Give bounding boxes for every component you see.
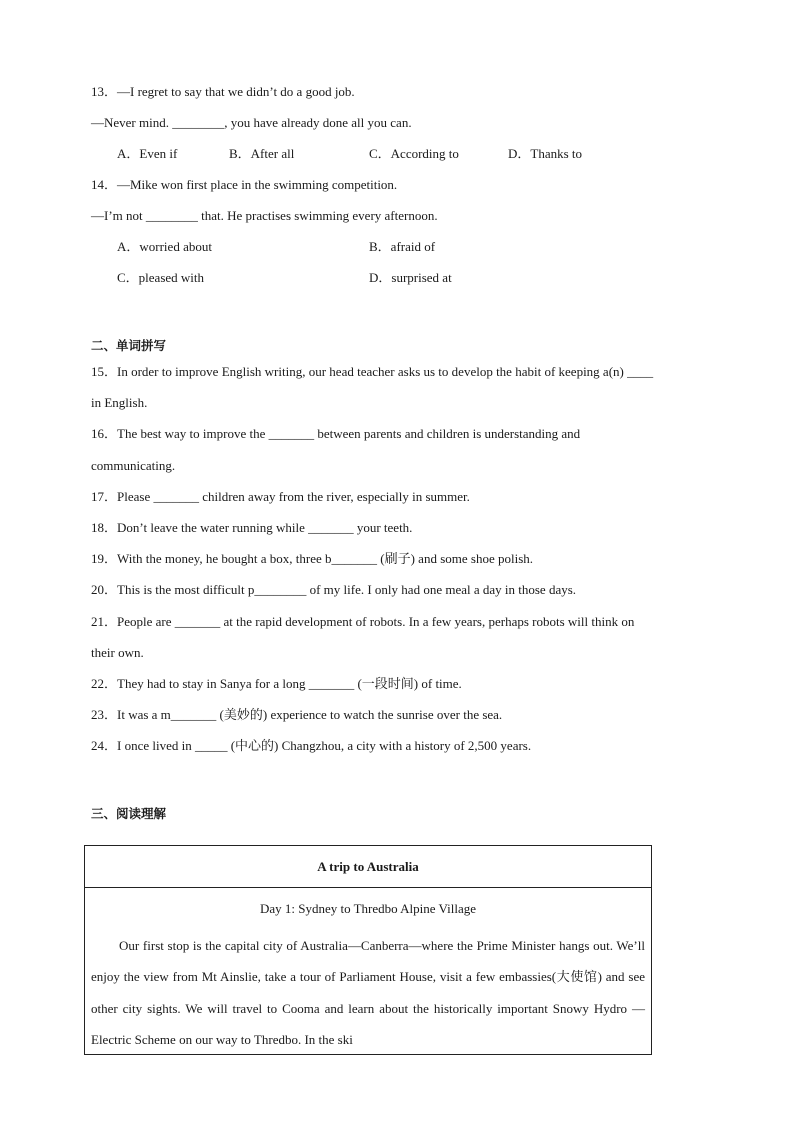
q13-option-a[interactable]: A．Even if [117, 146, 178, 161]
q14-option-d[interactable]: D．surprised at [369, 270, 452, 285]
q13-option-d[interactable]: D．Thanks to [508, 146, 583, 161]
q19: 19．With the money, he bought a box, three b_______ (刷子) and some shoe polish. [91, 551, 534, 566]
q20: 20．This is the most difficult p________ of my life. I only had one meal a day in those days. [91, 582, 577, 597]
q17: 17．Please _______ children away from the river, especially in summer. [91, 489, 470, 504]
q22: 22．They had to stay in Sanya for a long _______ (一段时间) of time. [91, 676, 462, 691]
q14-stem: 14．—Mike won first place in the swimming competition. [91, 177, 398, 192]
q23: 23．It was a m_______ (美妙的) experience to watch the sunrise over the sea. [91, 707, 503, 722]
q21-line2: their own. [91, 645, 144, 660]
reading-passage-box [84, 845, 652, 1055]
q13-reply: —Never mind. ________, you have already done all you can. [91, 115, 412, 130]
section-title-spelling: 二、单词拼写 [91, 338, 167, 353]
q24: 24．I once lived in _____ (中心的) Changzhou, a city with a history of 2,500 years. [91, 738, 532, 753]
q13-stem: 13．—I regret to say that we didn’t do a good job. [91, 84, 355, 99]
q21-line1: 21．People are _______ at the rapid development of robots. In a few years, perhaps robots will think on [91, 614, 635, 629]
q13-option-c[interactable]: C．According to [369, 146, 459, 161]
q15-line1: 15．In order to improve English writing, our head teacher asks us to develop the habit of keeping a(n) ____ [91, 364, 654, 379]
q16-line2: communicating. [91, 458, 176, 473]
q14-reply: —I’m not ________ that. He practises swimming every afternoon. [91, 208, 438, 223]
passage-subtitle: Day 1: Sydney to Thredbo Alpine Village [259, 901, 477, 916]
section-title-reading: 三、阅读理解 [91, 806, 167, 821]
q15-line2: in English. [91, 395, 148, 410]
q14-option-a[interactable]: A．worried about [117, 239, 212, 254]
passage-body: Our first stop is the capital city of Australia—Canberra—where the Prime Minister hangs out. We’ll enjoy the view from Mt Ainslie, take a tour of Parliament House, visit a few embassies(大使馆) and see other city sights. We will travel to Cooma and learn about the historically important Snowy Hydro — Electric Scheme on our way to Thredbo. In the ski [91, 938, 645, 1047]
q18: 18．Don’t leave the water running while _______ your teeth. [91, 520, 413, 535]
q14-option-c[interactable]: C．pleased with [117, 270, 205, 285]
q14-option-b[interactable]: B．afraid of [369, 239, 436, 254]
q16-line1: 16．The best way to improve the _______ between parents and children is understanding and [91, 426, 581, 441]
q13-option-b[interactable]: B．After all [229, 146, 295, 161]
passage-title: A trip to Australia [85, 846, 651, 888]
